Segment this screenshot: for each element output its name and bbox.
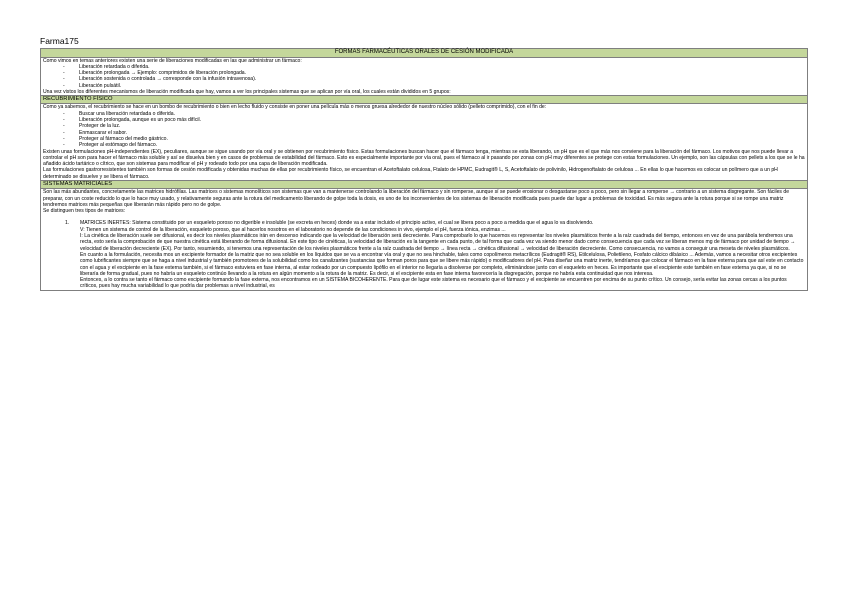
paragraph: V: Tienen un sistema de control de la liberación, esqueleto poroso, que al hacerlos nosotros en el laboratorio no depende de las condiciones in vivo, ejemplo el pH, fuerza iónica, enzimas ... — [80, 226, 506, 233]
document-table — [40, 48, 808, 291]
paragraph: Las formulaciones gastrorresistentes también son formas de cesión modificada y obtenidas muchas de ellas por recubrimiento físico, se encuentran el Acetoftalato celulosa, Ftalato de HPMC, Eudragit® L, S, Acetoftalato de polivinilo, Hidrogenoftalato de celulosa ... En ellas lo que hacemos es colocar un polímero que a un pH determinado se disuelve y se libera el fármaco. — [43, 167, 778, 180]
document-header: Farma175 — [40, 36, 79, 46]
list-item: - Liberación sostenida o controlada → corresponde con la infusión intravenosa). — [43, 76, 805, 82]
list-item: - Proteger al estómago del fármaco. — [43, 142, 805, 148]
paragraph: Son las más abundantes, concretamente las matrices hidrófilas. Las matrices o sistemas monolíticos son sistemas que van a mantenerse controlando la liberación del fármaco y sin romperse, aunque sí se puede erosionar o desgastarse poco a poco, pero sin llegar a romperse → contrario a un sistema disgregante. Son fáciles de preparar, con un coste reducido lo que lo hace muy usado, y relativamente seguras ante la rotura del medicamento liberando de golpe toda la dosis, es uno de los inconvenientes de los sistemas de liberación modificada pues puede dar lugar a problemas de toxicidad. Es más segura ante la rotura porque si se rompe una matriz tendremos matrices más pequeñas que liberarán más rápido pero no de golpe. — [43, 189, 790, 208]
intro-text: Como vimos en temas anteriores existen una serie de liberaciones modificadas en las que administrar un fármaco: — [43, 57, 302, 64]
item-number: 1. — [65, 220, 70, 227]
list-item: - Liberación prolongada → Ejemplo: comprimidos de liberación prolongada. — [43, 70, 805, 76]
intro-cell — [40, 58, 808, 97]
recubrimiento-cell — [40, 104, 808, 181]
numbered-item — [43, 220, 805, 226]
item-text: MATRICES INERTES: Sistema constituido por un esqueleto poroso no digerible e insoluble (se excreta en heces) donde va a estar incluido el principio activo, el cual se libera poco a poco a medida que el agua lo va disolviendo. — [80, 220, 594, 227]
paragraph: Como ya sabemos, el recubrimiento se hace en un bombo de recubrimiento o bien en lecho fluido y consiste en poner una película más o menos gruesa alrededor de nuestro núcleo sólido (pelleto comprimido), con el fin de: — [43, 104, 547, 111]
paragraph: Se distinguen tres tipos de matrices: — [43, 208, 126, 215]
paragraph: I: La cinética de liberación suele ser difusional, es decir los niveles plasmáticos irán en descenso indicando que la velocidad de liberación será decreciente. Para comprobarlo lo que hacemos es representar los niveles plasmáticos frente a la raíz cuadrada del tiempo, entonces en vez de una parábola tendremos una recta, esto sería la comprobación de que nuestra cinética está liberando de forma difusional. En este tipo de cinéticas, la velocidad de liberación es la tangente en cada punto, de tal forma que cada vez va siendo menor dado como consecuencia que cada vez se liberan menos mg de fármaco por unidad de tiempo → velocidad de liberación decreciente (EX). Por tanto, resumiendo, si tenemos una representación de los niveles plasmáticos frente a la raíz cuadrada del tiempo → línea recta → cinética difusional → velocidad de liberación decreciente. Como consecuencia, no vamos a conseguir una meseta de niveles plasmáticos. — [80, 233, 796, 252]
matriciales-cell — [40, 189, 808, 290]
list-item: - Proteger al fármaco del medio gástrico. — [43, 136, 805, 142]
list-item: - Proteger de la luz. — [43, 123, 805, 129]
paragraph: Existen unas formulaciones pH-independientes (EX), peculiares, aunque se sigue usando por vía oral y se obtienen por recubrimiento físico. Estas formulaciones buscan hacer que el fármaco tenga, mientras se esta liberando, un pH que es el que más nos conviene para la liberación del fármaco. Los motivos que nos puede llevar a controlar el pH son para hacer el fármaco más soluble y así se disuelva bien y en casos de problemas de estabilidad del fármaco. Esto es especialmente importante por vía oral, pues el fármaco al ir pasando por zonas con pH muy diferentes se protege con estas formulaciones. Un ejemplo, son las cápsulas con pellets a los que se le ha añadido ácido tartárico o cítrico, que son sistemas para modificar el pH y rodeado todo por una capa de liberación modificada. — [43, 148, 805, 168]
section-heading-recubrimiento: RECUBRIMIENTO FÍSICO — [40, 96, 808, 104]
document-title: FORMAS FARMACÉUTICAS ORALES DE CESIÓN MODIFICADA — [40, 48, 808, 58]
section-heading-matriciales: SISTEMAS MATRICIALES — [40, 181, 808, 189]
list-item: - Liberación prolongada, aunque es un poco más difícil. — [43, 117, 805, 123]
paragraph: En cuanto a la formulación, necesita mos un excipiente formador de la matriz que no sea soluble en los líquidos que se va a encontrar vía oral y que no sea hinchable, tales como copolímeros metacrílicos (Eudragit® RS), Etilcelulosa, Polietileno, Fosfato cálcico dibásico ... Además, vamos a necesitar otros excipientes como lubrificantes siempre que se haga a nivel industrial y también promotores de la solubilidad como los canalizantes (sustancias que forman poros para que se libere más rápido) o modificadores del pH. Para diseñar una matriz inerte, tendríamos que colocar el fármaco en la fase externa para que así este en contacto con el agua y el excipiente en la fase externa también, si el fármaco estuviera en fase interna, al estar rodeado por un compuesto lipófilo en el interior no llegaría a disolverse por completo, eliminándose junto con el esqueleto en heces. Es importante que el excipiente este también en fase externa ya que, si no se liberaría de forma gradual, pues no habría un esqueleto continúo llevando a la rotura en algún momento a la rotura de la matriz. Es decir, si el excipiente esta en fase interna favorecería la disgregación, porque no habría esta continuidad que nos interesa. — [80, 251, 804, 277]
list-item: - Liberación retardada o diferida. — [43, 64, 805, 70]
list-item: - Buscar una liberación retardada o diferida. — [43, 111, 805, 117]
intro-outro: Una vez vistos los diferentes mecanismos de liberación modificada que hay, vamos a ver los principales sistemas que se aplican por vía oral, los cuales están divididos en 5 grupos: — [43, 88, 451, 95]
list-item: - Enmascarar el sabor. — [43, 130, 805, 136]
list-item: - Liberación pulsátil. — [43, 83, 805, 89]
paragraph: Entonces, a lo contra se tanto el fármaco como excipiente formando la fase externa, nos encontramos en un SISTEMA BICOHERENTE. Para que de lugar este sistema es necesario que el fármaco y el excipiente se encuentren por encima de su punto crítico. Un consejo, sería evitar las zonas cercas a los puntos críticos, pues hay mucha variabilidad lo que podría dar problemas a nivel industrial, es — [80, 277, 787, 290]
